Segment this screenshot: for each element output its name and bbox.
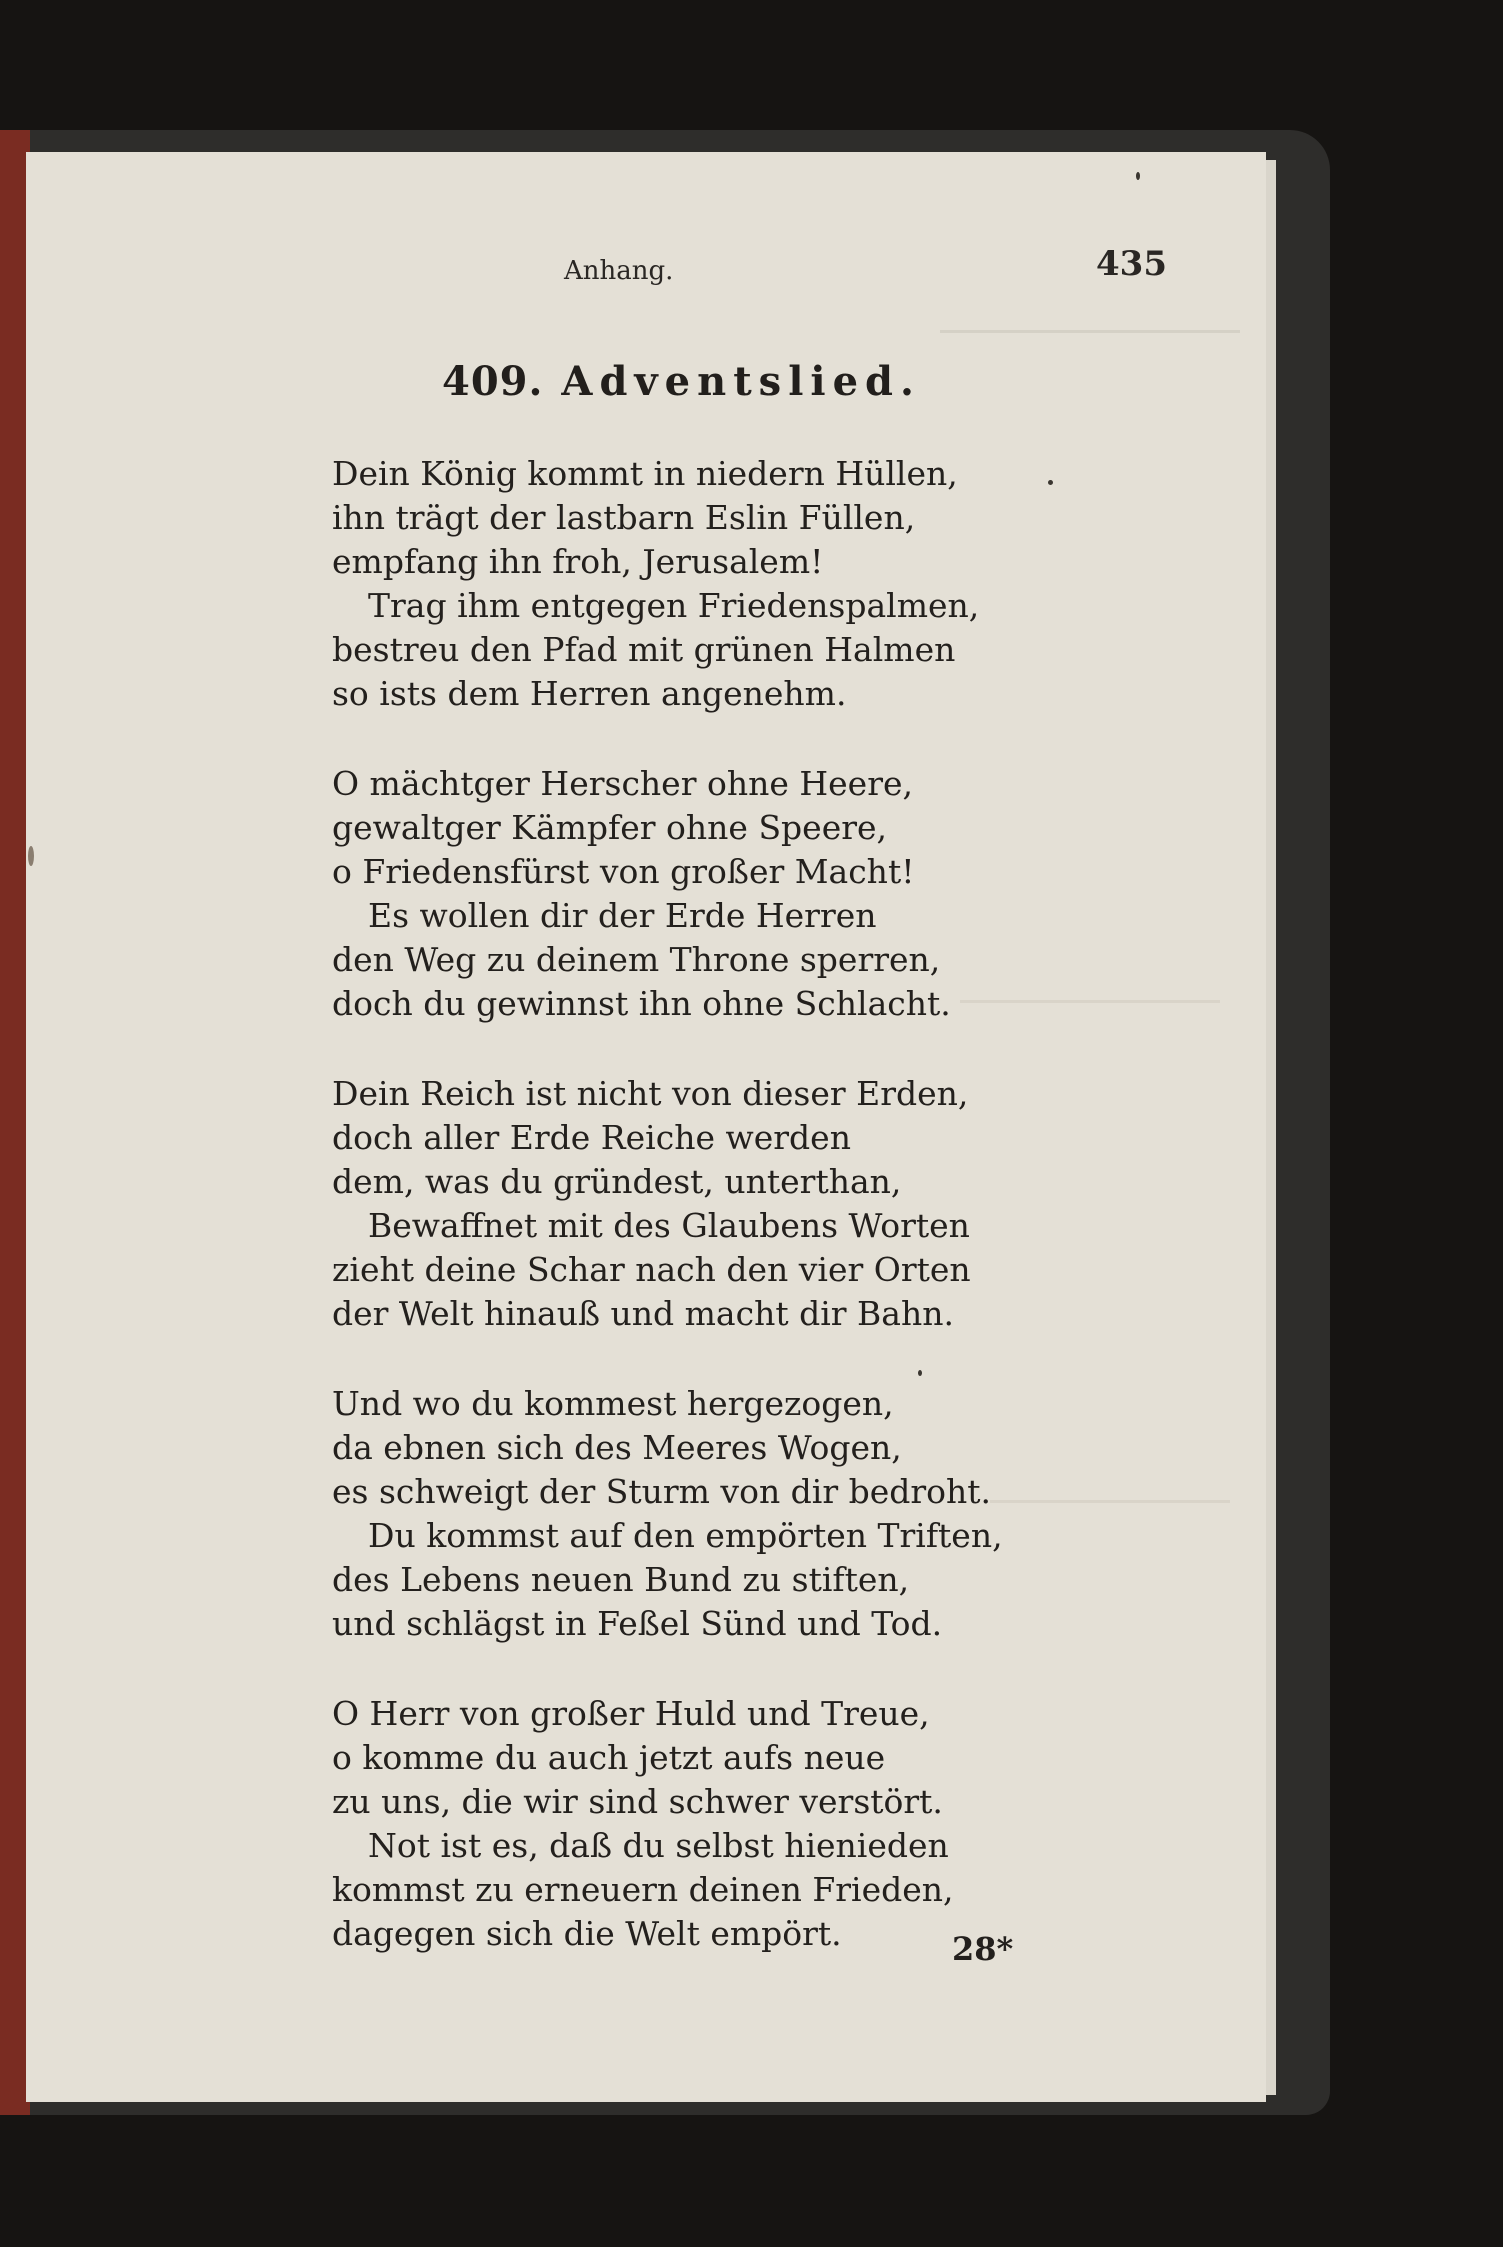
- verse-line: bestreu den Pfad mit grünen Halmen: [332, 630, 956, 669]
- verse-line: kommst zu erneuern deinen Frieden,: [332, 1870, 954, 1909]
- paper-speck: [1136, 172, 1140, 180]
- verse-line: Du kommst auf den empörten Triften,: [368, 1516, 1003, 1555]
- verse-line: den Weg zu deinem Throne sperren,: [332, 940, 941, 979]
- verse-line: empfang ihn froh, Jerusalem!: [332, 542, 824, 581]
- verse-line: O mächtger Herscher ohne Heere,: [332, 764, 913, 803]
- verse-line: Dein Reich ist nicht von dieser Erden,: [332, 1074, 969, 1113]
- verse-line: des Lebens neuen Bund zu stiften,: [332, 1560, 910, 1599]
- verse-line: da ebnen sich des Meeres Wogen,: [332, 1428, 902, 1467]
- verse-line: und schlägst in Feßel Sünd und Tod.: [332, 1604, 943, 1643]
- hymn-number: 409.: [442, 358, 544, 405]
- verse-line: dagegen sich die Welt empört.: [332, 1914, 842, 1953]
- stanza-3: [332, 1072, 971, 1336]
- verse-line: so ists dem Herren angenehm.: [332, 674, 847, 713]
- bleed-through-shadow: [940, 330, 1240, 353]
- verse-line: Dein König kommt in niedern Hüllen,: [332, 454, 958, 493]
- verse-line: doch du gewinnst ihn ohne Schlacht.: [332, 984, 951, 1023]
- bleed-through-shadow: [960, 1000, 1220, 1023]
- paper-speck: [918, 1370, 922, 1376]
- running-head: Anhang.: [564, 256, 674, 286]
- verse-line: dem, was du gründest, unterthan,: [332, 1162, 902, 1201]
- signature-mark: 28*: [952, 1930, 1014, 1968]
- verse-line: es schweigt der Sturm von dir bedroht.: [332, 1472, 992, 1511]
- stanza-1: [332, 452, 980, 716]
- stanza-5: [332, 1692, 954, 1956]
- verse-line: o Friedensfürst von großer Macht!: [332, 852, 915, 891]
- page-number: 435: [1096, 244, 1167, 284]
- stanza-2: [332, 762, 951, 1026]
- paper-speck: [28, 846, 34, 866]
- verse-line: Und wo du kommest hergezogen,: [332, 1384, 894, 1423]
- bleed-through-shadow: [990, 1500, 1230, 1523]
- hymn-title: Adventslied.: [561, 358, 921, 405]
- verse-line: O Herr von großer Huld und Treue,: [332, 1694, 930, 1733]
- verse-line: Not ist es, daß du selbst hienieden: [368, 1826, 949, 1865]
- verse-line: Bewaffnet mit des Glaubens Worten: [368, 1206, 970, 1245]
- verse-line: o komme du auch jetzt aufs neue: [332, 1738, 886, 1777]
- verse-line: der Welt hinauß und macht dir Bahn.: [332, 1294, 954, 1333]
- verse-line: gewaltger Kämpfer ohne Speere,: [332, 808, 888, 847]
- paper-speck: [1048, 480, 1053, 485]
- verse-line: Trag ihm entgegen Friedenspalmen,: [368, 586, 980, 625]
- hymn-heading: [442, 358, 921, 405]
- verse-line: doch aller Erde Reiche werden: [332, 1118, 851, 1157]
- verse-line: ihn trägt der lastbarn Eslin Füllen,: [332, 498, 916, 537]
- verse-line: Es wollen dir der Erde Herren: [368, 896, 877, 935]
- verse-line: zieht deine Schar nach den vier Orten: [332, 1250, 971, 1289]
- verse-line: zu uns, die wir sind schwer verstört.: [332, 1782, 943, 1821]
- stanza-4: [332, 1382, 1003, 1646]
